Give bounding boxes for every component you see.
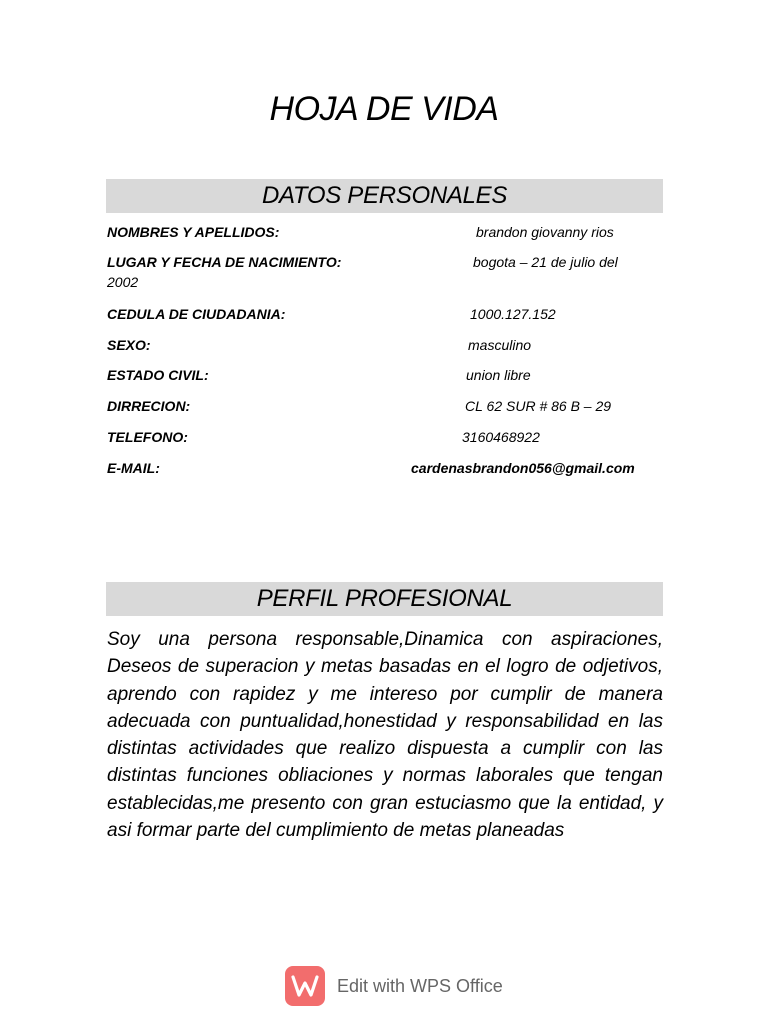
wps-logo-icon [285, 966, 325, 1006]
wps-label: Edit with WPS Office [337, 975, 503, 996]
field-row-nombres [107, 224, 663, 246]
field-row-nacimiento [107, 254, 663, 276]
field-value: union libre [466, 367, 531, 383]
field-value: cardenasbrandon056@gmail.com [411, 460, 635, 476]
field-row-cedula [107, 306, 663, 328]
perfil-profesional-text: Soy una persona responsable,Dinamica con aspiraciones, Deseos de superacion y metas basadas en el logro de odjetivos, aprendo con rapidez y me intereso por cumplir de manera adecuada con puntualidad,honestidad y responsabilidad en las distintas actividades que realizo dispuesta a cumplir con las distintas funciones obliaciones y normas laborales que tengan establecidas,me presento con gran estuciasmo que la entidad, y asi formar parte del cumplimiento de metas planeadas [107, 629, 663, 842]
field-row-email [107, 460, 663, 482]
field-value-continuation: 2002 [107, 274, 139, 290]
field-label: SEXO: [107, 337, 151, 353]
perfil-profesional-heading: PERFIL PROFESIONAL [106, 582, 663, 616]
edit-with-wps-button[interactable] [285, 964, 503, 1008]
field-label: CEDULA DE CIUDADANIA: [107, 306, 286, 322]
field-value: masculino [468, 337, 532, 353]
field-value: 3160468922 [462, 429, 540, 445]
field-label: E-MAIL: [107, 460, 160, 476]
field-label: NOMBRES Y APELLIDOS: [107, 224, 280, 240]
document-title: HOJA DE VIDA [269, 90, 499, 128]
field-label: ESTADO CIVIL: [107, 367, 209, 383]
field-label: DIRRECION: [107, 398, 191, 414]
field-row-direccion [107, 398, 663, 420]
field-label: TELEFONO: [107, 429, 188, 445]
datos-personales-heading: DATOS PERSONALES [106, 179, 663, 213]
field-row-telefono [107, 429, 663, 451]
field-value: CL 62 SUR # 86 B – 29 [465, 398, 612, 414]
field-value: bogota – 21 de julio del [473, 254, 618, 270]
field-row-estado-civil [107, 367, 663, 389]
field-value: 1000.127.152 [470, 306, 556, 322]
field-label: LUGAR Y FECHA DE NACIMIENTO: [107, 254, 342, 270]
field-value: brandon giovanny rios [476, 224, 614, 240]
field-row-sexo [107, 337, 663, 359]
